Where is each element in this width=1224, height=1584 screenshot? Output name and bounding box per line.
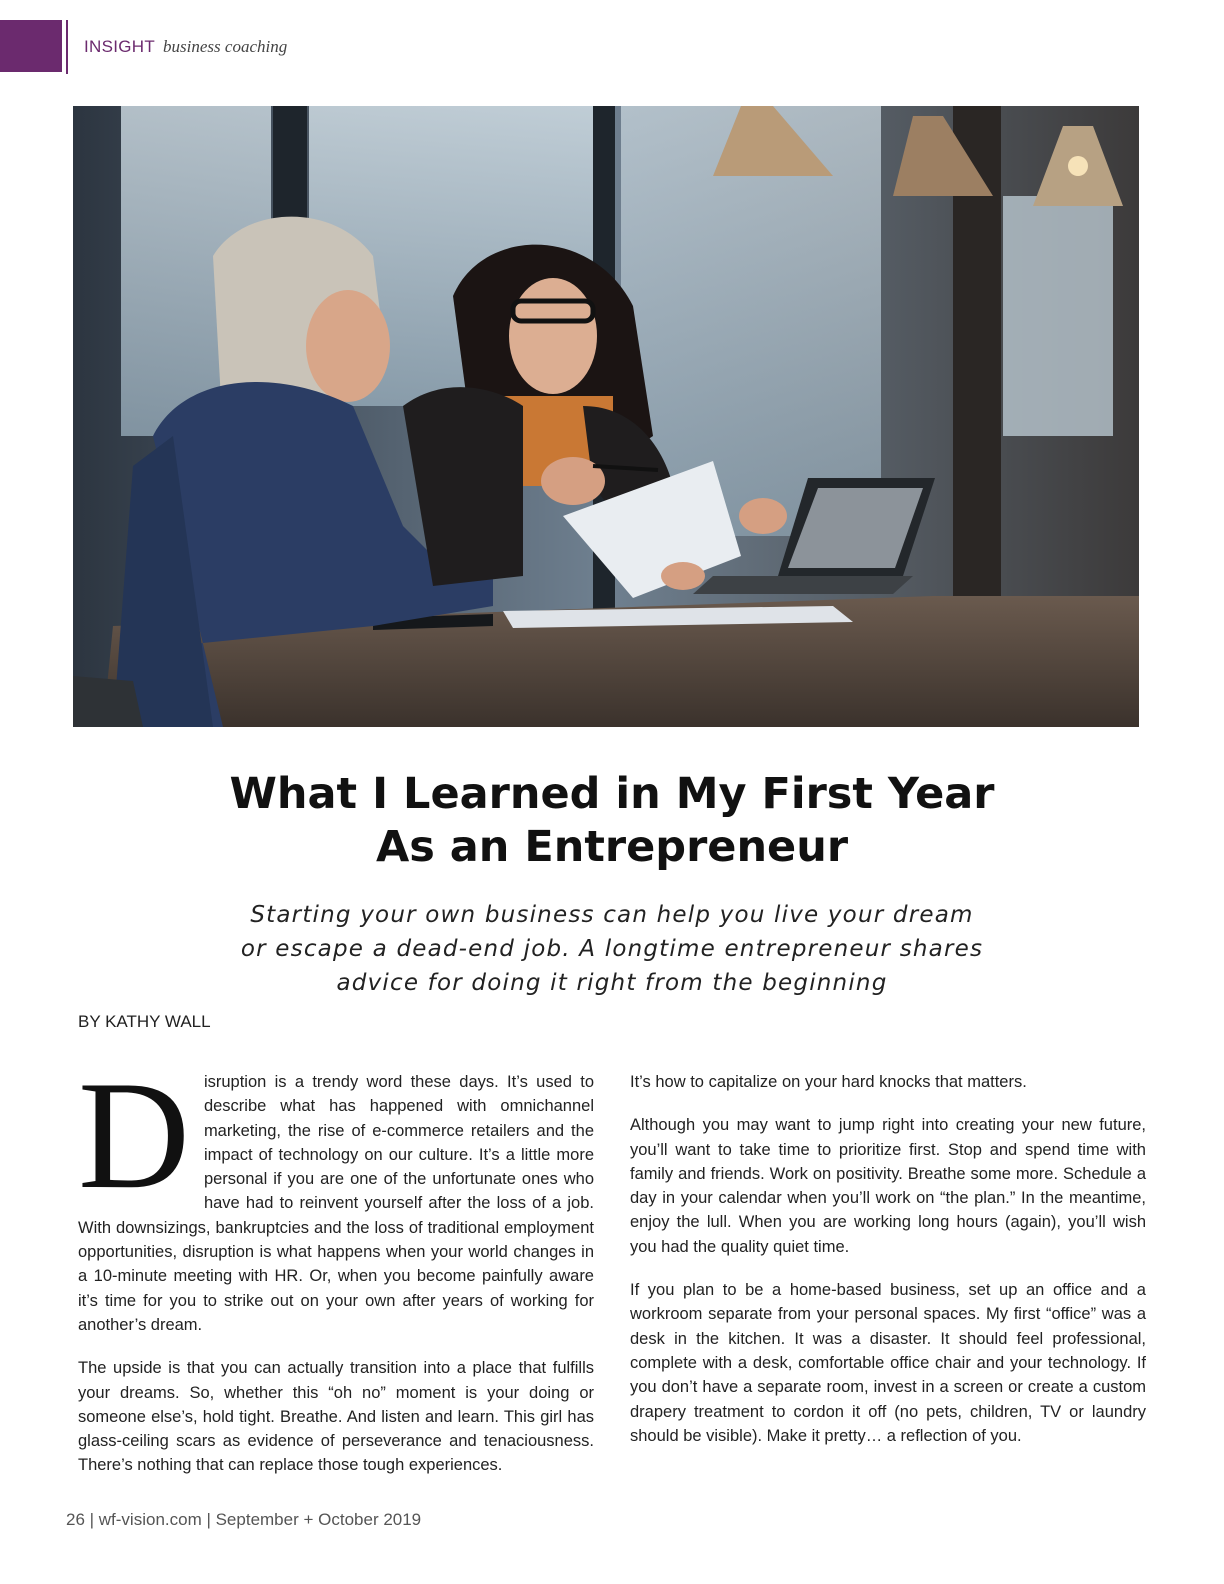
- article-deck-line-2: or escape a dead-end job. A longtime entrepreneur shares: [240, 936, 984, 962]
- body-paragraph: If you plan to be a home-based business, set up an office and a workroom separate from your personal spaces. My first “office” was a desk in the kitchen. It was a disaster. It should feel professional, complete with a desk, comfortable office chair and your technology. If you don’t have a separate room, invest in a screen or create a custom drapery treatment to cordon it off (no pets, children, TV or laundry should be visible). Make it pretty… a reflection of you.: [630, 1281, 1146, 1445]
- body-paragraph: It’s how to capitalize on your hard knocks that matters.: [630, 1073, 1027, 1091]
- hero-photo: [73, 106, 1139, 727]
- section-divider: [66, 20, 68, 74]
- article-title-line-2: As an Entrepreneur: [375, 822, 849, 872]
- body-column-left: [78, 1049, 594, 1497]
- byline: BY KATHY WALL: [78, 1012, 211, 1031]
- article-title: [112, 768, 1112, 874]
- body-paragraph: The upside is that you can actually transition into a place that fulfills your dreams. So, whether this “oh no” moment is your doing or someone else’s, hold tight. Breathe. And listen and learn. This girl has glass-ceiling scars as evidence of perseverance and tenaciousness. There’s nothing that can replace those tough experiences.: [78, 1359, 594, 1475]
- drop-cap: D: [78, 1049, 190, 1221]
- body-paragraph: Although you may want to jump right into creating your new future, you’ll want to take time to prioritize first. Stop and spend time with family and friends. Work on positivity. Breathe some more. Schedule a day in your calendar when you’ll work on “the plan.” In the meantime, enjoy the lull. When you are working long hours (again), you’ll wish you had the quality quiet time.: [630, 1116, 1146, 1256]
- section-name: INSIGHT: [84, 37, 156, 56]
- section-topic: business coaching: [163, 37, 288, 56]
- article-title-line-1: What I Learned in My First Year: [229, 769, 995, 819]
- section-header: [84, 36, 287, 58]
- body-paragraph: [78, 1049, 594, 1337]
- body-paragraph-text: isruption is a trendy word these days. It’s used to describe what has happened with omnichannel marketing, the rise of e-commerce retailers and the impact of technology on our culture. It’s a little more personal if you are one of the unfortunate ones who have had to reinvent yourself after the loss of a job. With downsizings, bankruptcies and the loss of traditional employment opportunities, disruption is what happens when your world changes in a 10-minute meeting with HR. Or, when you become painfully aware it’s time for you to strike out on your own after years of working for another’s dream.: [78, 1073, 594, 1334]
- hero-photo-illustration: [73, 106, 1139, 727]
- article-deck-line-1: Starting your own business can help you live your dream: [250, 902, 974, 928]
- body-column-right: [630, 1070, 1146, 1467]
- page-footer: 26 | wf-vision.com | September + October 2019: [66, 1510, 422, 1529]
- article-deck: [212, 898, 1012, 1000]
- article-deck-line-3: advice for doing it right from the beginning: [336, 970, 888, 996]
- section-color-tab: [0, 20, 62, 72]
